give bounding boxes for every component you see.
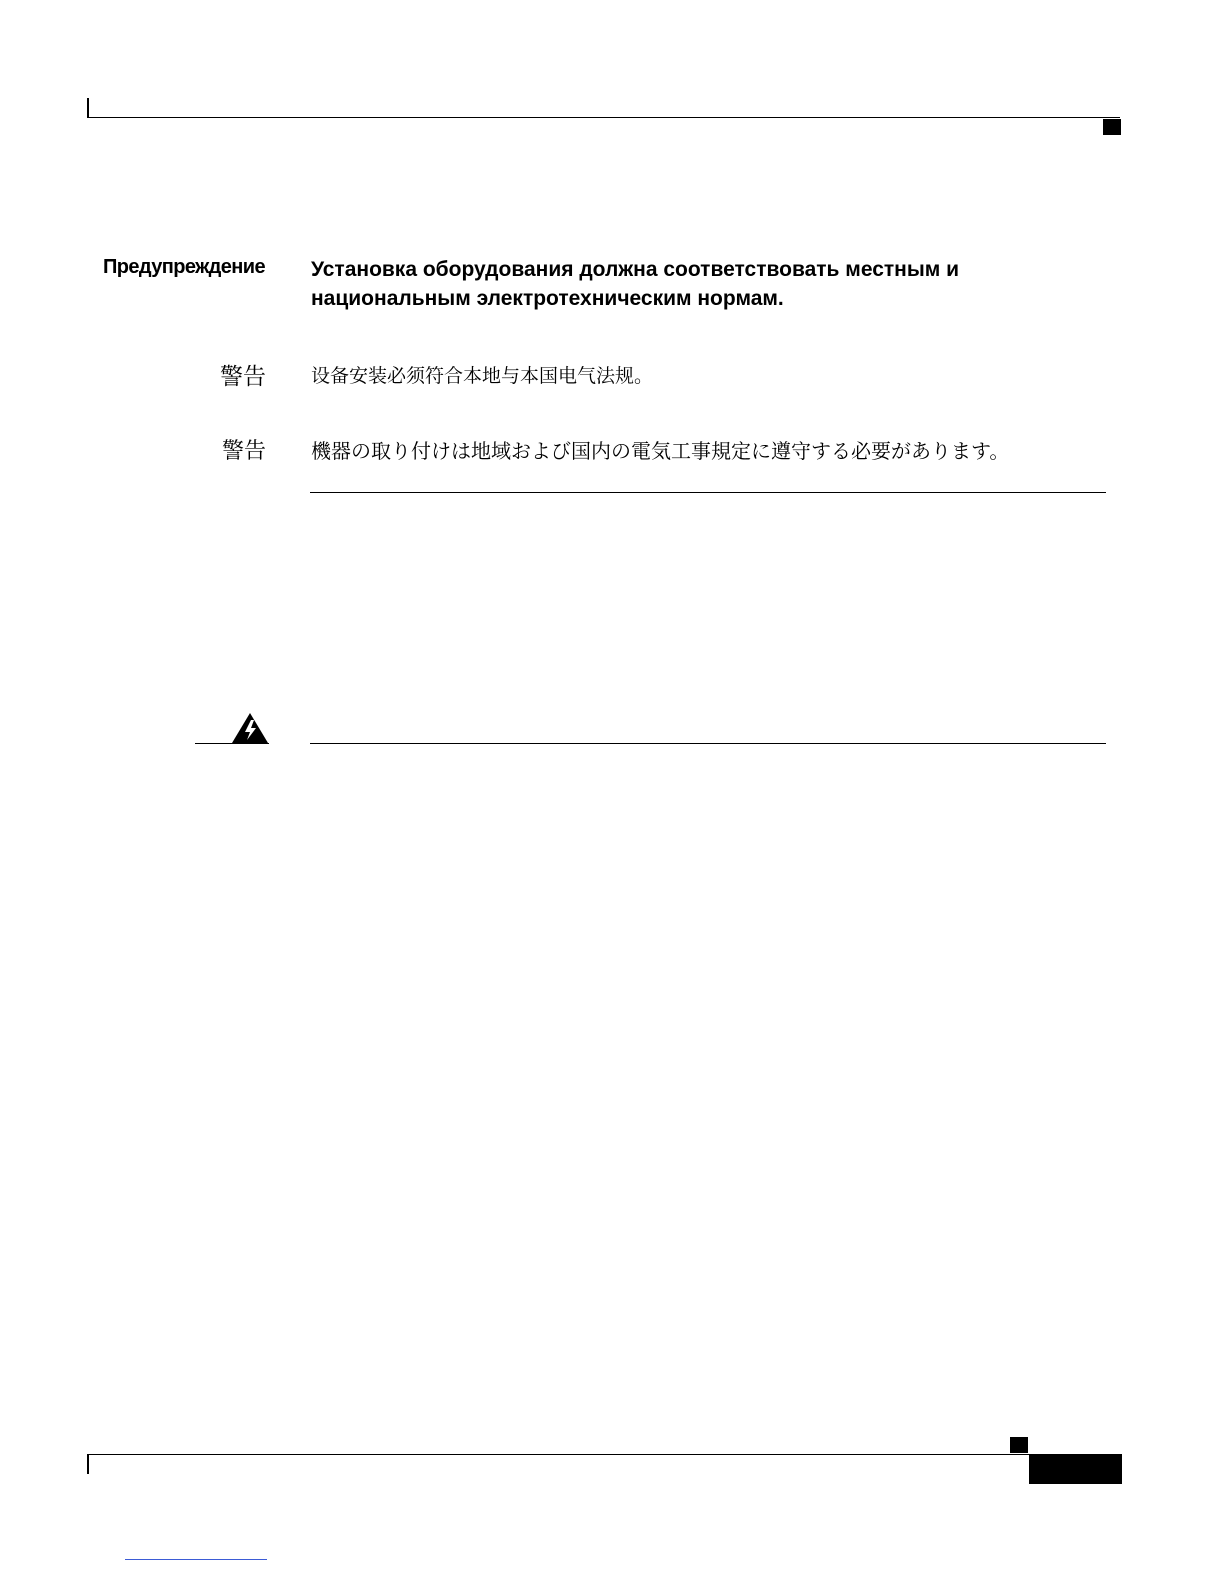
warning-label-russian: Предупреждение [102, 256, 265, 278]
warning-start-rule [310, 743, 1106, 744]
warning-text-russian: Установка оборудования должна соответствовать местным и национальным электротехническим нормам. [311, 258, 960, 310]
footer-page-block [1029, 1455, 1122, 1484]
footer-square [1010, 1437, 1028, 1453]
header-corner-square [1103, 119, 1121, 135]
footer-link-underline[interactable] [125, 1559, 267, 1560]
warning-text-chinese: 设备安装必须符合本地与本国电气法规。 [311, 366, 654, 387]
footer-left-tick [87, 1454, 89, 1474]
warning-label-chinese: 警告 [220, 363, 266, 389]
warning-label-japanese: 警告 [221, 438, 266, 463]
warning-text-japanese: 機器の取り付けは地域および国内の電気工事規定に遵守する必要があります。 [311, 441, 1010, 463]
header-left-tick [87, 98, 89, 118]
warning-triangle-lightning-icon [231, 712, 269, 744]
warning-end-rule [310, 492, 1106, 493]
header-rule [87, 117, 1120, 118]
footer-rule [87, 1454, 1122, 1455]
